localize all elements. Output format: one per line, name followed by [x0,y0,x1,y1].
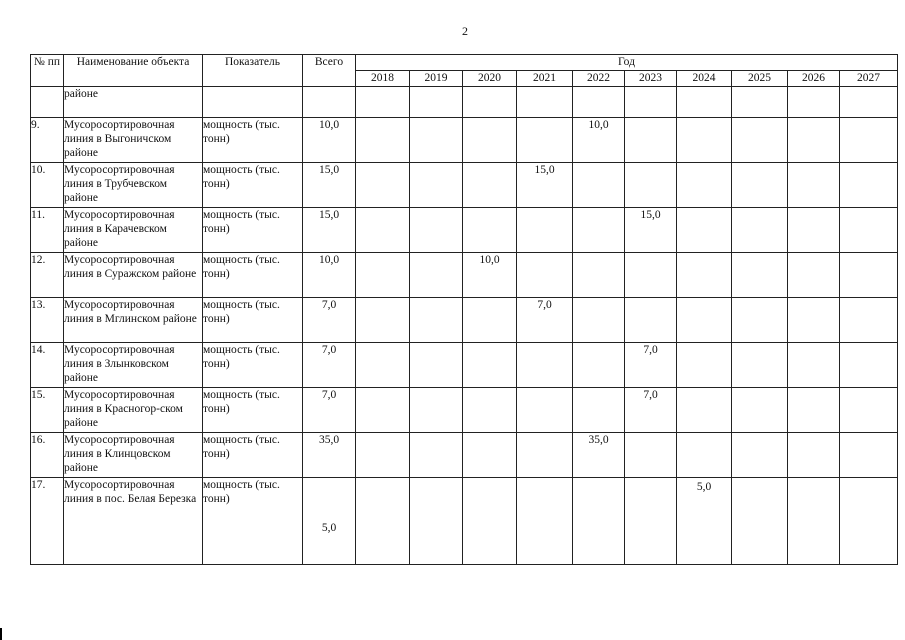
object-name: Мусоросортировочная линия в Суражском районе [64,253,203,298]
year-value-2019 [410,388,463,433]
year-value-2019 [410,163,463,208]
row-number: 9. [31,118,64,163]
year-value-2026 [788,163,840,208]
year-value-2025 [732,208,788,253]
year-value-2024 [677,118,732,163]
year-value-2020: 10,0 [463,253,517,298]
header-year-2023: 2023 [625,71,677,87]
table-row [31,388,898,433]
indicator: мощность (тыс. тонн) [203,208,303,253]
indicator [203,87,303,118]
year-value-2025 [732,433,788,478]
year-value-2025 [732,388,788,433]
year-value-2022 [573,208,625,253]
year-value-2025 [732,118,788,163]
indicator: мощность (тыс. тонн) [203,433,303,478]
indicator: мощность (тыс. тонн) [203,118,303,163]
total-value: 10,0 [303,118,356,163]
header-year-2024: 2024 [677,71,732,87]
year-value-2026 [788,388,840,433]
year-value-2020 [463,478,517,565]
table-row [31,478,898,565]
year-value-2023 [625,118,677,163]
indicator: мощность (тыс. тонн) [203,388,303,433]
year-cell [840,87,898,118]
year-value-2022 [573,253,625,298]
header-indicator: Показатель [203,55,303,87]
year-cell [463,87,517,118]
row-number: 15. [31,388,64,433]
year-value-2026 [788,433,840,478]
year-value-2018 [356,208,410,253]
year-value-2021 [517,433,573,478]
year-value-2020 [463,208,517,253]
total-value: 7,0 [303,298,356,343]
row-number: 14. [31,343,64,388]
year-value-2018 [356,388,410,433]
header-nn: № пп [31,55,64,87]
year-value-2023 [625,433,677,478]
year-cell [410,87,463,118]
header-name: Наименование объекта [64,55,203,87]
year-value-2023 [625,163,677,208]
year-value-2022 [573,478,625,565]
year-value-2018 [356,478,410,565]
year-value-2027 [840,118,898,163]
objects-table [30,54,898,565]
year-value-2023 [625,478,677,565]
total-value: 10,0 [303,253,356,298]
year-value-2021 [517,388,573,433]
object-name: Мусоросортировочная линия в Мглинском районе [64,298,203,343]
year-value-2023: 7,0 [625,388,677,433]
year-value-2019 [410,478,463,565]
object-name: Мусоросортировочная линия в Клинцовском районе [64,433,203,478]
year-value-2018 [356,118,410,163]
object-name: Мусоросортировочная линия в Трубчевском районе [64,163,203,208]
year-value-2026 [788,298,840,343]
row-number: 11. [31,208,64,253]
year-cell [732,87,788,118]
row-number: 12. [31,253,64,298]
year-value-2023 [625,298,677,343]
total-value: 7,0 [303,343,356,388]
table-row [31,118,898,163]
header-total: Всего [303,55,356,87]
year-value-2018 [356,343,410,388]
year-value-2024 [677,208,732,253]
year-value-2026 [788,253,840,298]
year-value-2019 [410,253,463,298]
indicator: мощность (тыс. тонн) [203,163,303,208]
year-value-2024 [677,298,732,343]
year-cell [356,87,410,118]
year-value-2021: 7,0 [517,298,573,343]
year-value-2025 [732,298,788,343]
year-value-2023 [625,253,677,298]
year-value-2027 [840,208,898,253]
indicator: мощность (тыс. тонн) [203,253,303,298]
table-row [31,163,898,208]
header-year-2026: 2026 [788,71,840,87]
year-value-2019 [410,433,463,478]
year-value-2025 [732,343,788,388]
row-number: 17. [31,478,64,565]
object-name: Мусоросортировочная линия в Выгоничском районе [64,118,203,163]
year-value-2027 [840,478,898,565]
total-value: 35,0 [303,433,356,478]
year-value-2024 [677,163,732,208]
year-value-2020 [463,118,517,163]
year-value-2022 [573,343,625,388]
object-name: Мусоросортировочная линия в Злынковском районе [64,343,203,388]
year-value-2022: 35,0 [573,433,625,478]
year-value-2026 [788,208,840,253]
year-value-2019 [410,208,463,253]
header-year-2021: 2021 [517,71,573,87]
year-cell [677,87,732,118]
year-value-2024: 5,0 [677,478,732,565]
year-value-2021 [517,343,573,388]
row-number: 10. [31,163,64,208]
object-name: Мусоросортировочная линия в Карачевском районе [64,208,203,253]
year-value-2027 [840,298,898,343]
year-value-2026 [788,343,840,388]
year-cell [517,87,573,118]
year-value-2020 [463,298,517,343]
object-name: Мусоросортировочная линия в пос. Белая Березка [64,478,203,565]
year-cell [788,87,840,118]
year-value-2024 [677,433,732,478]
year-value-2018 [356,253,410,298]
year-value-2027 [840,343,898,388]
indicator: мощность (тыс. тонн) [203,343,303,388]
year-value-2018 [356,298,410,343]
header-year-2027: 2027 [840,71,898,87]
continuation-row [31,87,898,118]
object-name: Мусоросортировочная линия в Красногор-ском районе [64,388,203,433]
indicator: мощность (тыс. тонн) [203,298,303,343]
year-value-2020 [463,343,517,388]
year-value-2018 [356,163,410,208]
year-value-2021 [517,478,573,565]
year-value-2027 [840,253,898,298]
row-number: 16. [31,433,64,478]
year-value-2020 [463,388,517,433]
total-value: 7,0 [303,388,356,433]
year-value-2019 [410,298,463,343]
year-value-2022 [573,298,625,343]
year-cell [625,87,677,118]
year-value-2023: 15,0 [625,208,677,253]
table-row [31,343,898,388]
header-year-2018: 2018 [356,71,410,87]
year-value-2021 [517,118,573,163]
year-value-2025 [732,478,788,565]
year-value-2027 [840,163,898,208]
year-cell [573,87,625,118]
header-year-2019: 2019 [410,71,463,87]
year-value-2024 [677,343,732,388]
year-value-2025 [732,253,788,298]
total-value: 5,0 [303,478,356,565]
year-value-2025 [732,163,788,208]
header-year-2025: 2025 [732,71,788,87]
year-value-2022 [573,163,625,208]
header-row-top [31,55,898,71]
year-value-2019 [410,343,463,388]
year-value-2027 [840,388,898,433]
year-value-2027 [840,433,898,478]
indicator: мощность (тыс. тонн) [203,478,303,565]
year-value-2026 [788,118,840,163]
year-value-2021 [517,253,573,298]
total-value: 15,0 [303,163,356,208]
page-number: 2 [462,24,468,38]
total-value: 15,0 [303,208,356,253]
row-number [31,87,64,118]
header-year: Год [356,55,898,71]
year-value-2022: 10,0 [573,118,625,163]
table-row [31,253,898,298]
year-value-2022 [573,388,625,433]
year-value-2024 [677,388,732,433]
year-value-2026 [788,478,840,565]
total-value [303,87,356,118]
row-number: 13. [31,298,64,343]
table-row [31,433,898,478]
table-row [31,298,898,343]
table-row [31,208,898,253]
edge-mark [0,628,2,640]
year-value-2018 [356,433,410,478]
year-value-2020 [463,163,517,208]
year-value-2019 [410,118,463,163]
year-value-2021 [517,208,573,253]
year-value-2021: 15,0 [517,163,573,208]
header-year-2020: 2020 [463,71,517,87]
year-value-2020 [463,433,517,478]
year-value-2024 [677,253,732,298]
header-year-2022: 2022 [573,71,625,87]
year-value-2023: 7,0 [625,343,677,388]
object-name: районе [64,87,203,118]
